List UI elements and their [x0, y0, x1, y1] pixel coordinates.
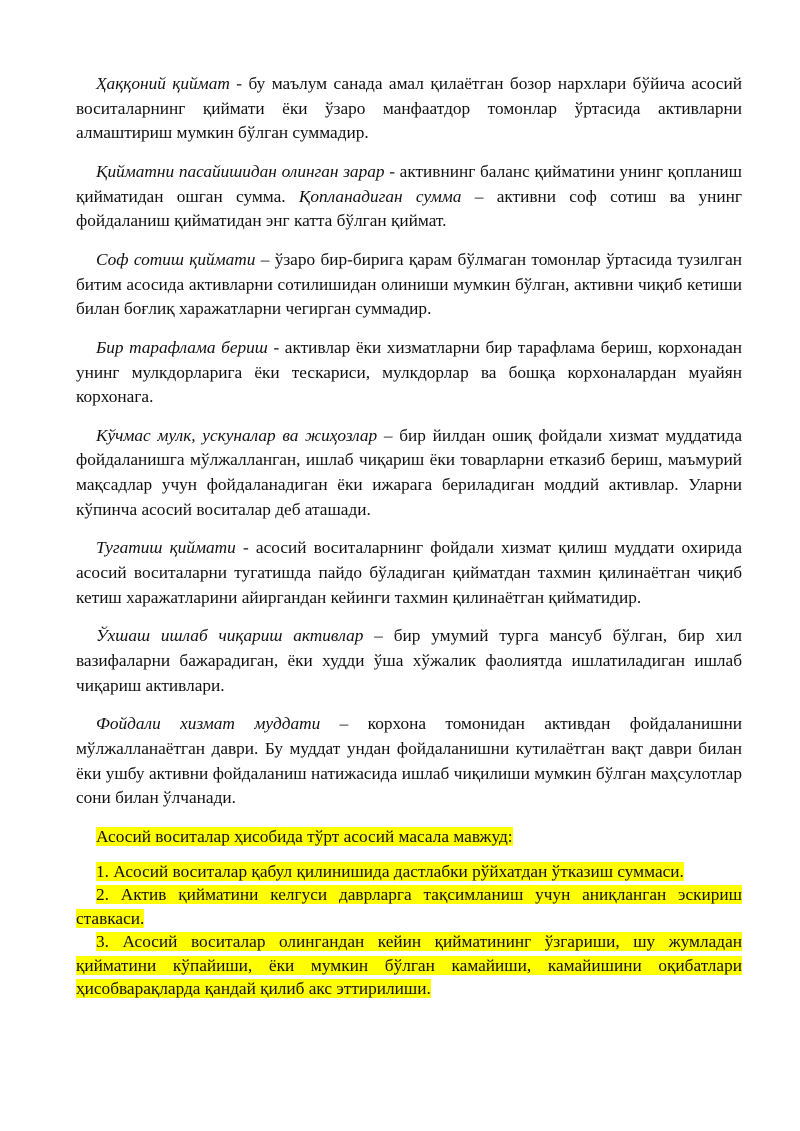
- term-separator: –: [377, 425, 400, 445]
- definition-term: Фойдали хизмат муддати: [96, 714, 321, 734]
- definition-unilateral-transfer: [76, 336, 742, 410]
- definition-text: ўзаро бир-бирига қарам бўлмаган томонлар ўртасида тузилган битим асосида активларни сотилишидан олиниши мумкин бўлган, активни чиқиб кетиши билан боғлиқ харажатларни чегирган суммадир.: [76, 249, 742, 319]
- document-page: [76, 72, 742, 1001]
- term-separator: -: [235, 538, 256, 558]
- definition-similar-assets: [76, 624, 742, 698]
- definition-term: Ўхшаш ишлаб чиқариш активлар: [96, 626, 364, 646]
- term-separator: –: [320, 714, 368, 734]
- definition-net-selling-price: [76, 248, 742, 322]
- definition-property-plant-equipment: [76, 424, 742, 522]
- definition-term: Бир тарафлама бериш: [96, 337, 268, 357]
- definition-term: Тугатиш қиймати: [96, 538, 236, 558]
- term-separator: -: [229, 74, 249, 93]
- definition-text: бу маълум санада амал қилаётган бозор нархлари бўйича асосий воситаларнинг қиймати ёки ўзаро манфаатдор томонлар ўртасида активларни алмаштириш мумкин бўлган суммадир.: [76, 74, 742, 143]
- term-separator: –: [255, 249, 275, 269]
- issues-heading: [76, 825, 742, 850]
- definition-text: корхона томонидан активдан фойдаланишни мўлжалланаётган даври. Бу муддат ундан фойдаланишни кутилаётган вақт даври билан ёки ушбу активни фойдаланиш натижасида ишлаб чиқилиши мумкин бўлган маҳсулотлар сони билан ўлчанади.: [76, 714, 743, 808]
- definition-text: активнинг баланс қийматини унинг қопланиш қийматидан ошган сумма.: [76, 161, 742, 206]
- term-separator: –: [461, 186, 497, 206]
- definition-term: Ҳаққоний қиймат: [96, 74, 230, 93]
- definition-text: активлар ёки хизматларни бир тарафлама бериш, корхонадан унинг мулкдорларига ёки тескариси, мулкдорлар ва бошқа корхоналардан муайян корхонага.: [76, 337, 742, 407]
- definition-text: асосий воситаларнинг фойдали хизмат қилиш муддати охирида асосий воситаларни тугатишда пайдо бўладиган қийматдан тахмин қилинаётган чиқиб кетиш харажатларини айиргандан кейинги тахмин қилинаётган қийматидир.: [76, 538, 742, 607]
- definition-residual-value: [76, 536, 742, 610]
- definition-text: бир йилдан ошиқ фойдали хизмат муддатида фойдаланишга мўлжалланган, ишлаб чиқариш ёки товарларни етказиб бериш, маъмурий мақсадлар учун фойдаланадиган ёки ижарага бериладиган моддий активлар. Уларни кўпинча асосий воситалар деб аташади.: [76, 425, 742, 519]
- term-separator: -: [267, 337, 285, 357]
- issue-item-text: 3. Асосий воситалар олингандан кейин қийматининг ўзгариши, шу жумладан қийматини кўпайиши, ёки мумкин бўлган камайиши, камайишини оқибатлари ҳисобварақларда қандай қилиб акс эттирилиши.: [76, 932, 742, 999]
- issue-item-3: [76, 930, 742, 1001]
- definition-useful-life: [76, 712, 742, 810]
- issue-item-2: [76, 883, 742, 930]
- definition-fair-value: [76, 72, 742, 146]
- definition-term: Соф сотиш қиймати: [96, 249, 256, 269]
- definition-term: Қийматни пасайишидан олинган зарар: [96, 161, 385, 181]
- definition-term-secondary: Қопланадиган сумма: [298, 186, 462, 206]
- definition-text-secondary: активни соф сотиш ва унинг фойдаланиш қийматидан энг катта бўлган қиймат.: [76, 186, 742, 231]
- definition-text: бир умумий турга мансуб бўлган, бир хил вазифаларни бажарадиган, ёки худди ўша хўжалик фаолиятда ишлатиладиган ишлаб чиқариш активлари.: [76, 626, 742, 695]
- issues-heading-text: Асосий воситалар ҳисобида тўрт асосий масала мавжуд:: [96, 826, 513, 846]
- definition-impairment-loss: [76, 160, 742, 234]
- term-separator: -: [384, 161, 400, 181]
- issue-item-1: [76, 860, 742, 884]
- definition-term: Кўчмас мулк, ускуналар ва жиҳозлар: [96, 425, 378, 445]
- issue-item-text: 1. Асосий воситалар қабул қилинишида дастлабки рўйхатдан ўтказиш суммаси.: [96, 861, 684, 881]
- term-separator: –: [363, 626, 394, 646]
- issue-item-text: 2. Актив қийматини келгуси даврларга тақсимланиш учун аниқланган эскириш ставкаси.: [76, 885, 742, 928]
